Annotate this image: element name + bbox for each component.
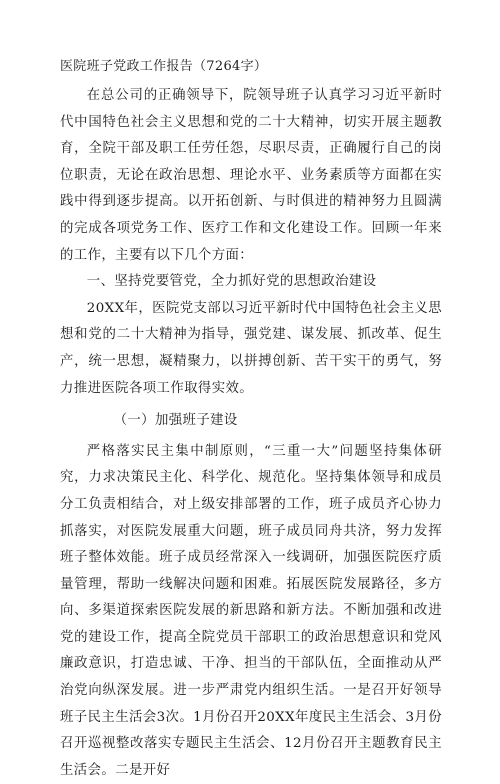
document-title: 医院班子党政工作报告（7264字） (60, 59, 268, 74)
subsection-paragraph: 严格落实民主集中制原则，“三重一大”问题坚持集体研究，力求决策民主化、科学化、规范化。坚持集体领导和成员分工负责相结合，对上级安排部署的工作，班子成员齐心协力抓落实，对医院发展重大问题，班子成员同舟共济，努力发挥班子整体效能。班子成员经常深入一线调研，加强医院医疗质量管理，帮助一线解决问题和困难。拓展医院发展路径，多方向、多渠道探索医院发展的新思路和新方法。不断加强和改进党的建设工作，提高全院党员干部职工的政治思想意识和党风廉政意识，打造忠诚、干净、担当的干部队伍，全面推动从严治党向纵深发展。进一步严肃党内组织生活。一是召开好领导班子民主生活会3次。1月份召开20XX年度民主生活会、3月份召开巡视整改落实专题民主生活会、12月份召开主题教育民主生活会。二是开好 (60, 443, 442, 778)
subsection-heading: （一）加强班子建设 (113, 413, 238, 429)
section-heading: 一、坚持党要管党，全力抓好党的思想政治建设 (86, 274, 377, 290)
section-paragraph: 20XX年，医院党支部以习近平新时代中国特色社会主义思想和党的二十大精神为指导，强党建、谋发展、抓改革、促生产，统一思想，凝精聚力，以拼搏创新、苦干实干的勇气，努力推进医院各项工作取得实效。 (60, 300, 442, 396)
document-body (60, 57, 442, 784)
intro-paragraph: 在总公司的正确领导下，院领导班子认真学习习近平新时代中国特色社会主义思想和党的二十大精神，切实开展主题教育，全院干部及职工任劳任怨，尽职尽责，正确履行自己的岗位职责，无论在政治思想、理论水平、业务素质等方面都在实践中得到逐步提高。以开拓创新、与时俱进的精神努力且圆满的完成各项党务工作、医疗工作和文化建设工作。回顾一年来的工作，主要有以下几个方面： (60, 88, 442, 263)
